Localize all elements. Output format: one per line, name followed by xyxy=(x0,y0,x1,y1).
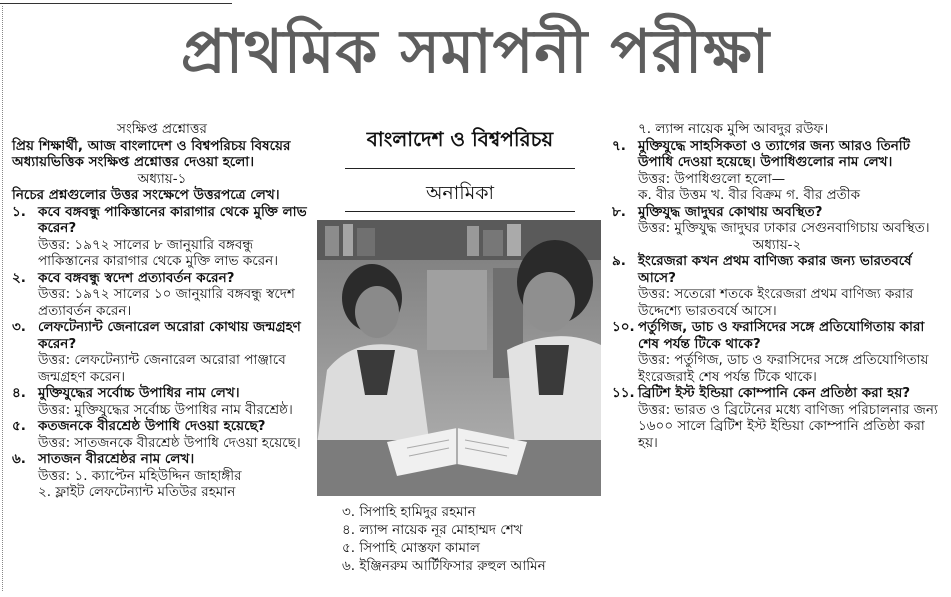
qa-question: কবে বঙ্গবন্ধু স্বদেশ প্রত্যাবর্তন করেন? xyxy=(38,269,235,286)
qa-answer: উত্তর: সাতজনকে বীরশ্রেষ্ঠ উপাধি দেওয়া হয়েছে। xyxy=(38,434,301,451)
qa-number: ২. xyxy=(12,269,26,286)
qa-answer: উত্তর: ভারত ও ব্রিটেনের মধ্যে বাণিজ্য পরিচালনার জন্য ১৬০০ সালে ব্রিটিশ ইস্ট ইন্ডিয়া কোম্পানি প্রতিষ্ঠা করা হয়। xyxy=(638,401,938,451)
qa-number: ৪. xyxy=(12,385,26,401)
intro-heading: সংক্ষিপ্ত প্রশ্নোত্তর xyxy=(117,121,207,137)
continued-list-item: ৭. ল্যান্স নায়েক মুন্সি আবদুর রউফ। xyxy=(638,121,829,137)
qa-answer: উত্তর: মুক্তিযুদ্ধের সর্বোচ্চ উপাধির নাম বীরশ্রেষ্ঠ। xyxy=(38,401,293,418)
qa-item xyxy=(12,270,312,320)
list-item: ৬. ইঞ্জিনরুম আর্টিফিসার রুহুল আমিন xyxy=(342,558,546,574)
top-rule xyxy=(0,3,232,4)
qa-number: ৭. xyxy=(612,137,626,154)
qa-number: ৯. xyxy=(612,253,626,269)
qa-number: ১১. xyxy=(612,385,635,401)
title-rule-bottom xyxy=(345,168,575,169)
qa-answer: উত্তর: ১৯৭২ সালের ৮ জানুয়ারি বঙ্গবন্ধু পাকিস্তানের কারাগার থেকে মুক্তি লাভ করেন। xyxy=(38,236,279,269)
qa-question: ব্রিটিশ ইস্ট ইন্ডিয়া কোম্পানি কেন প্রতিষ্ঠা করা হয়? xyxy=(638,385,911,401)
qa-item xyxy=(12,451,312,501)
photo-illustration xyxy=(317,220,601,496)
qa-item xyxy=(612,253,942,319)
qa-item xyxy=(12,319,312,385)
instruction-text: নিচের প্রশ্নগুলোর উত্তর সংক্ষেপে উত্তরপত্রে লেখ। xyxy=(12,187,280,203)
author-rule-bottom xyxy=(345,211,575,212)
qa-number: ৩. xyxy=(12,319,26,335)
qa-question: কবে বঙ্গবন্ধু পাকিস্তানের কারাগার থেকে মুক্তি লাভ করেন? xyxy=(38,203,307,236)
qa-answer: উত্তর: ১৯৭২ সালের ১০ জানুয়ারি বঙ্গবন্ধু স্বদেশ প্রত্যাবর্তন করেন। xyxy=(38,286,295,319)
list-item: ৩. সিপাহি হামিদুর রহমান xyxy=(342,504,476,520)
qa-item xyxy=(612,204,942,237)
qa-number: ৬. xyxy=(12,451,26,467)
qa-question: ইংরেজরা কখন প্রথম বাণিজ্য করার জন্য ভারতবর্ষে আসে? xyxy=(638,253,912,286)
chapter-heading: অধ্যায়-২ xyxy=(752,236,802,253)
qa-answer-line-2: ২. ফ্লাইট লেফটেন্যান্ট মতিউর রহমান xyxy=(38,484,236,500)
qa-item xyxy=(12,385,312,418)
intro-text: প্রিয় শিক্ষার্থী, আজ বাংলাদেশ ও বিশ্বপরিচয় বিষয়ের অধ্যায়ভিত্তিক সংক্ষিপ্ত প্রশ্নোত্তর দেওয়া হলো। xyxy=(12,137,291,170)
qa-question: সাতজন বীরশ্রেষ্ঠর নাম লেখ। xyxy=(38,451,195,467)
qa-question: মুক্তিযুদ্ধে সাহসিকতা ও ত্যাগের জন্য আরও তিনটি উপাধি দেওয়া হয়েছে। উপাধিগুলোর নাম লেখ। xyxy=(638,137,910,170)
qa-question: মুক্তিযুদ্ধের সর্বোচ্চ উপাধির নাম লেখ। xyxy=(38,385,240,401)
qa-number: ৫. xyxy=(12,418,26,434)
qa-number: ১০. xyxy=(612,319,635,335)
qa-question: মুক্তিযুদ্ধ জাদুঘর কোথায় অবস্থিত? xyxy=(638,203,823,220)
qa-answer: উত্তর: সতেরো শতকে ইংরেজরা প্রথম বাণিজ্য করার উদ্দেশ্যে ভারতবর্ষে আসে। xyxy=(638,286,914,319)
list-item: ৫. সিপাহি মোস্তফা কামাল xyxy=(342,540,480,556)
qa-question: কতজনকে বীরশ্রেষ্ঠ উপাধি দেওয়া হয়েছে? xyxy=(38,418,266,434)
section-title: বাংলাদেশ ও বিশ্বপরিচয় xyxy=(366,127,554,151)
qa-question: পর্তুগিজ, ডাচ ও ফরাসিদের সঙ্গে প্রতিযোগিতায় কারা শেষ পর্যন্ত টিকে থাকে? xyxy=(638,319,925,352)
qa-answer: উত্তর: ১. ক্যাপ্টেন মহিউদ্দিন জাহাঙ্গীর xyxy=(38,467,242,484)
qa-item xyxy=(612,138,942,204)
column-1 xyxy=(12,121,312,501)
author-name: অনামিকা xyxy=(425,182,495,204)
qa-answer: উত্তর: পর্তুগিজ, ডাচ ও ফরাসিদের সঙ্গে প্রতিযোগিতায় ইংরেজরাই শেষ পর্যন্ত টিকে থাকে। xyxy=(638,352,929,385)
column-2-list xyxy=(342,503,612,575)
qa-number: ৮. xyxy=(612,203,626,220)
qa-item xyxy=(612,319,942,385)
qa-item xyxy=(612,385,942,451)
qa-item xyxy=(12,418,312,451)
qa-answer: উত্তর: মুক্তিযুদ্ধ জাদুঘর ঢাকার সেগুনবাগিচায় অবস্থিত। xyxy=(638,220,930,236)
left-margin-rule xyxy=(2,6,3,591)
qa-number: ১. xyxy=(12,203,26,220)
chapter-heading: অধ্যায়-১ xyxy=(137,170,187,187)
qa-answer-line-2: ক. বীর উত্তম খ. বীর বিক্রম গ. বীর প্রতীক xyxy=(638,187,861,203)
qa-question: লেফটেন্যান্ট জেনারেল অরোরা কোথায় জন্মগ্রহণ করেন? xyxy=(38,319,301,352)
qa-answer: উত্তর: লেফটেন্যান্ট জেনারেল অরোরা পাঞ্জাবে জন্মগ্রহণ করেন। xyxy=(38,352,286,385)
qa-item xyxy=(12,204,312,270)
students-reading-photo xyxy=(317,220,601,496)
list-item: ৪. ল্যান্স নায়েক নূর মোহাম্মদ শেখ xyxy=(342,522,523,538)
qa-answer: উত্তর: উপাধিগুলো হলো— xyxy=(638,170,786,187)
masthead-title: প্রাথমিক সমাপনী পরীক্ষা xyxy=(180,17,771,87)
column-3 xyxy=(612,121,942,451)
